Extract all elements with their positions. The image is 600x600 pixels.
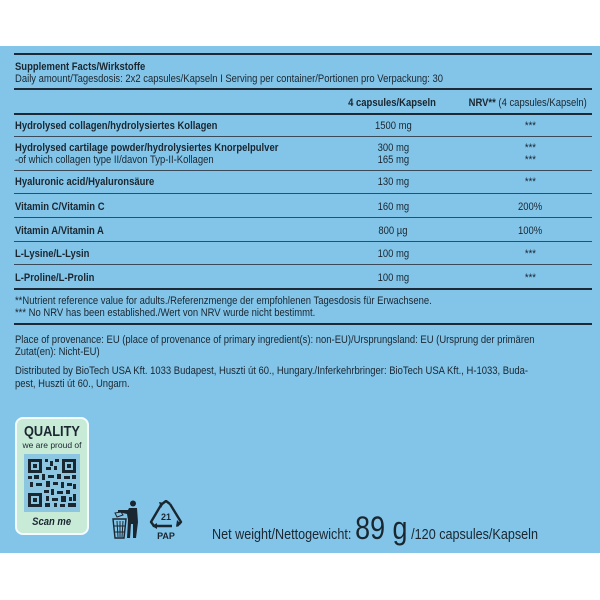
- ingredient-name: Vitamin A/Vitamin A: [15, 225, 104, 237]
- ingredient-nrv: ***: [524, 120, 536, 132]
- divider: [14, 193, 592, 194]
- capsule-count: /120 capsules/Kapseln: [411, 526, 538, 543]
- divider: [14, 88, 592, 90]
- divider: [14, 170, 592, 171]
- divider: [14, 323, 592, 325]
- distributor-text: Distributed by BioTech USA Kft. 1033 Budapest, Huszti út 60., Hungary./Inferkehrbringer: BioTech USA Kft., H-1033, Buda-: [15, 365, 529, 377]
- ingredient-name: Vitamin C/Vitamin C: [15, 201, 105, 213]
- scan-me-label: Scan me: [32, 516, 72, 528]
- ingredient-amount: 800 µg: [378, 225, 408, 237]
- ingredient-nrv: ***: [524, 272, 536, 284]
- ingredient-name: Hyaluronic acid/Hyaluronsäure: [15, 176, 155, 188]
- ingredient-amount: 300 mg: [377, 142, 409, 154]
- divider: [14, 288, 592, 290]
- divider: [14, 217, 592, 218]
- divider: [14, 264, 592, 265]
- ingredient-amount: 100 mg: [377, 272, 409, 284]
- ingredient-amount: 1500 mg: [374, 120, 412, 132]
- quality-badge[interactable]: [15, 417, 89, 535]
- ingredient-name: Hydrolysed collagen/hydrolysiertes Kollagen: [15, 120, 218, 132]
- daily-amount: Daily amount/Tagesdosis: 2x2 capsules/Kapseln I Serving per container/Portionen pro Verpackung: 30: [15, 73, 444, 85]
- recycle-code: 21: [160, 512, 171, 522]
- divider: [14, 136, 592, 137]
- ingredient-amount: 100 mg: [377, 248, 409, 260]
- footnote: *** No NRV has been established./Wert von NRV wurde nicht bestimmt.: [15, 307, 316, 319]
- net-weight-value: 89 g: [355, 510, 408, 546]
- ingredient-subname: -of which collagen type II/davon Typ-II-Kollagen: [15, 154, 214, 166]
- recycle-paper-icon: [148, 500, 184, 542]
- tidyman-recycle-icon: [112, 500, 142, 540]
- divider: [14, 241, 592, 242]
- ingredient-nrv: ***: [524, 176, 536, 188]
- net-weight-label: Net weight/Nettogewicht:: [212, 526, 352, 543]
- ingredient-amount: 160 mg: [377, 201, 409, 213]
- facts-title: Supplement Facts/Wirkstoffe: [15, 61, 146, 73]
- ingredient-name: Hydrolysed cartilage powder/hydrolysiertes Knorpelpulver: [15, 142, 279, 154]
- provenance-text: Place of provenance: EU (place of provenance of primary ingredient(s): non-EU)/Ursprungsland: EU (Ursprung der primären: [15, 334, 535, 346]
- ingredient-nrv: 200%: [517, 201, 543, 213]
- ingredient-name: L-Proline/L-Prolin: [15, 272, 95, 284]
- net-weight: [212, 510, 538, 546]
- ingredient-amount: 130 mg: [377, 176, 409, 188]
- column-header-amount: 4 capsules/Kapseln: [348, 97, 437, 109]
- ingredient-nrv: ***: [524, 248, 536, 260]
- quality-title: QUALITY: [24, 423, 80, 440]
- distributor-text: pest, Huszti út 60., Ungarn.: [15, 378, 130, 390]
- qr-code-icon[interactable]: [24, 454, 80, 512]
- quality-subtitle: we are proud of: [22, 440, 82, 450]
- ingredient-nrv: ***: [524, 142, 536, 154]
- divider: [14, 113, 592, 115]
- divider: [14, 53, 592, 55]
- ingredient-name: L-Lysine/L-Lysin: [15, 248, 90, 260]
- footnote: **Nutrient reference value for adults./Referenzmenge der empfohlenen Tagesdosis für Erwachsene.: [15, 295, 432, 307]
- ingredient-nrv: 100%: [517, 225, 543, 237]
- ingredient-subnrv: ***: [524, 154, 536, 166]
- recycle-label: PAP: [157, 531, 175, 541]
- provenance-text: Zutat(en): Nicht-EU): [15, 346, 100, 358]
- column-header-nrv: NRV** (4 capsules/Kapseln): [468, 97, 587, 109]
- ingredient-subamount: 165 mg: [377, 154, 409, 166]
